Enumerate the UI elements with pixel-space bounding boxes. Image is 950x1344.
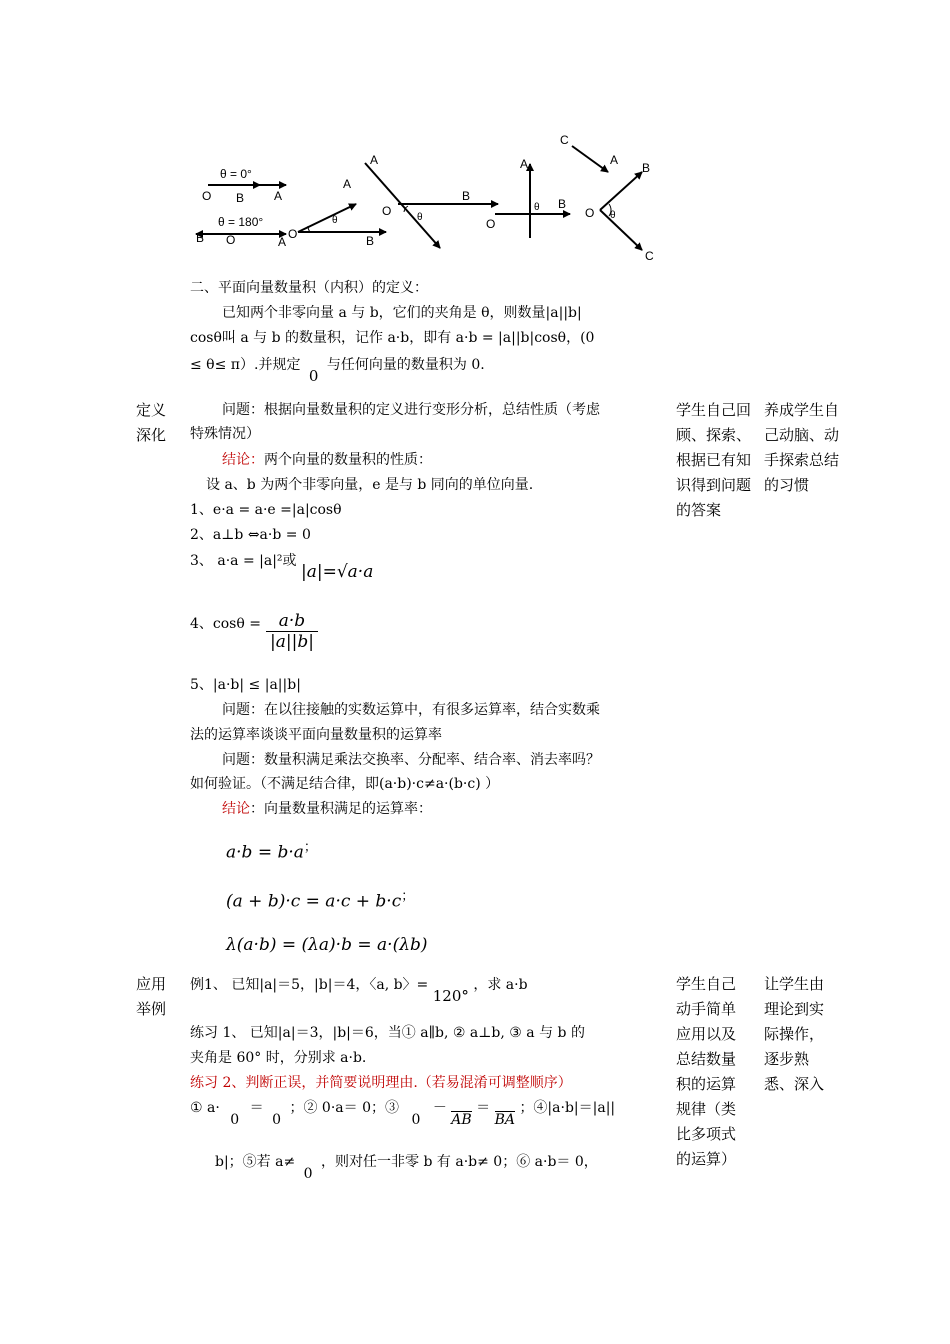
question-text: 法的运算率谈谈平面向量数量积的运算率 [190,727,442,743]
example-text: ，求 a·b [473,977,528,993]
question-text: 特殊情况） [190,426,260,442]
property-2: 2、a⊥b ⇔a·b = 0 [190,527,311,543]
law-distributive [226,885,414,912]
zero-vector: 0 [303,1166,313,1182]
fig-label: A [520,157,529,171]
zero-vector: 0 [272,1112,282,1128]
fig-label: B [642,161,651,175]
fig-label: B [236,191,245,205]
definition-line [190,352,485,385]
vector-arrow [572,146,608,172]
vector-arrow [365,163,440,248]
item-text: ；② 0·a＝ 0；③ [289,1100,399,1116]
vector-BA: BA [494,1112,515,1128]
question-text: 如何验证。（不满足结合律，即(a·b)·c≠a·(b·c) ） [190,776,500,792]
angle-value: 120° [432,987,469,1005]
property-1: 1、e·a = a·e =|a|cosθ [190,502,342,518]
fig-label: O [226,233,236,247]
practice-1: 夹角是 60° 时，分别求 a·b. [190,1050,367,1066]
law-formula: a·b = b·a [226,842,304,863]
law-formula: (a + b)·c = a·c + b·c [226,891,402,912]
fig-label: O [288,227,298,241]
design-intent: 养成学生自己动脑、动手探索总结的习惯 [764,401,840,494]
fig-label: O [382,204,392,218]
setup-line: 设 a、b 为两个非零向量，e 是与 b 同向的单位向量. [206,477,534,493]
judgement-items [215,1150,598,1182]
law-separator: ； [401,889,415,904]
row-label: 应用举例 [136,975,167,1018]
item-text: ＝ [476,1100,491,1116]
property-5: 5、|a·b| ≤ |a||b| [190,677,301,693]
fig-label: O [202,189,212,203]
fig-label: θ [610,210,616,221]
fig-label: A [278,235,287,249]
fig-label: B [366,234,375,248]
conclusion-line [222,448,432,472]
property-4-text: 4、cosθ = [190,616,261,632]
fig-label: A [610,153,619,167]
row-label: 定义深化 [136,401,167,444]
question-text: 问题：在以往接触的实数运算中，有很多运算率，结合实数乘 [222,702,600,718]
item-text: ＝ [249,1100,264,1116]
definition-text: ≤ θ≤ π）.并规定 [190,357,301,373]
angle-diagram [190,128,670,268]
definition-line: 已知两个非零向量 a 与 b，它们的夹角是 θ，则数量|a||b| [222,305,582,321]
conclusion-line [222,797,432,821]
fig-label: θ = 0° [220,167,252,181]
fig-label: θ = 180° [218,215,264,229]
law-separator: ； [303,840,317,855]
vector-arrow [600,172,642,210]
example-text: 例1、 已知|a|＝5，|b|＝4，〈a, b〉= [190,977,429,993]
fig-label: O [585,206,595,220]
fig-label: C [560,133,569,147]
fig-label: θ [534,202,540,213]
law-scalar: λ(a·b) = (λa)·b = a·(λb) [226,935,428,955]
fig-label: B [462,189,471,203]
example-1 [190,972,528,1005]
practice-2: 练习 2、判断正误，并简要说明理由.（若易混淆可调整顺序） [190,1075,572,1091]
item-text: ① a· [190,1100,220,1116]
definition-text: 与任何向量的数量积为 0. [326,357,485,373]
property-3 [190,548,374,582]
item-text: ，则对任一非零 b 有 a·b≠ 0；⑥ a·b＝ 0， [321,1154,598,1170]
design-intent: 让学生由理论到实际操作，逐步熟悉、深入 [764,975,825,1093]
fig-label: B [558,197,567,211]
zero-vector: 0 [230,1112,240,1128]
fraction-numerator: a·b [266,611,318,632]
fig-label: A [274,189,283,203]
law-commutative [226,836,317,863]
figure-labels [196,133,654,263]
fig-label: C [645,249,654,263]
fig-label: θ [332,215,338,226]
fig-label: B [196,231,205,245]
fig-label: O [486,217,496,231]
conclusion-text: ：向量数量积满足的运算率： [250,801,432,817]
vector-arrow [298,204,356,232]
conclusion-text: 两个向量的数量积的性质： [264,452,432,468]
vector-arrow [600,210,642,250]
item-text: ；④|a·b|＝|a|| [519,1100,616,1116]
student-activity: 学生自己回顾、探索、根据已有知识得到问题的答案 [676,401,752,519]
section-heading: 二、平面向量数量积（内积）的定义： [190,280,428,296]
cos-fraction [266,611,318,652]
fig-label: A [343,177,352,191]
practice-1: 练习 1、 已知|a|＝3，|b|＝6，当① a∥b, ② a⊥b, ③ a 与 b 的 [190,1025,585,1041]
fig-label: A [370,153,379,167]
question-text: 问题：数量积满足乘法交换率、分配率、结合率、消去率吗？ [222,752,600,768]
student-activity: 学生自己动手简单应用以及总结数量积的运算规律（类比多项式的运算） [676,975,737,1168]
property-3-formula: |a|=√a·a [300,562,374,582]
zero-vector: 0 [308,367,319,385]
item-text: b|；⑤若 a≠ [215,1154,296,1170]
fraction-denominator: |a||b| [270,632,314,652]
judgement-items [190,1096,616,1128]
fig-label: θ [417,212,423,223]
vector-AB: AB [451,1112,472,1128]
zero-vector: 0 [411,1112,421,1128]
question-text: 问题：根据向量数量积的定义进行变形分析，总结性质（考虑 [222,402,600,418]
property-4 [190,612,261,636]
conclusion-label: 结论： [222,452,264,468]
item-text: － [432,1100,447,1116]
definition-line: cosθ叫 a 与 b 的数量积，记作 a·b，即有 a·b = |a||b|cosθ，(0 [190,330,595,346]
conclusion-label: 结论 [222,801,250,817]
property-3-text: 3、 a·a = |a|²或 [190,553,297,569]
